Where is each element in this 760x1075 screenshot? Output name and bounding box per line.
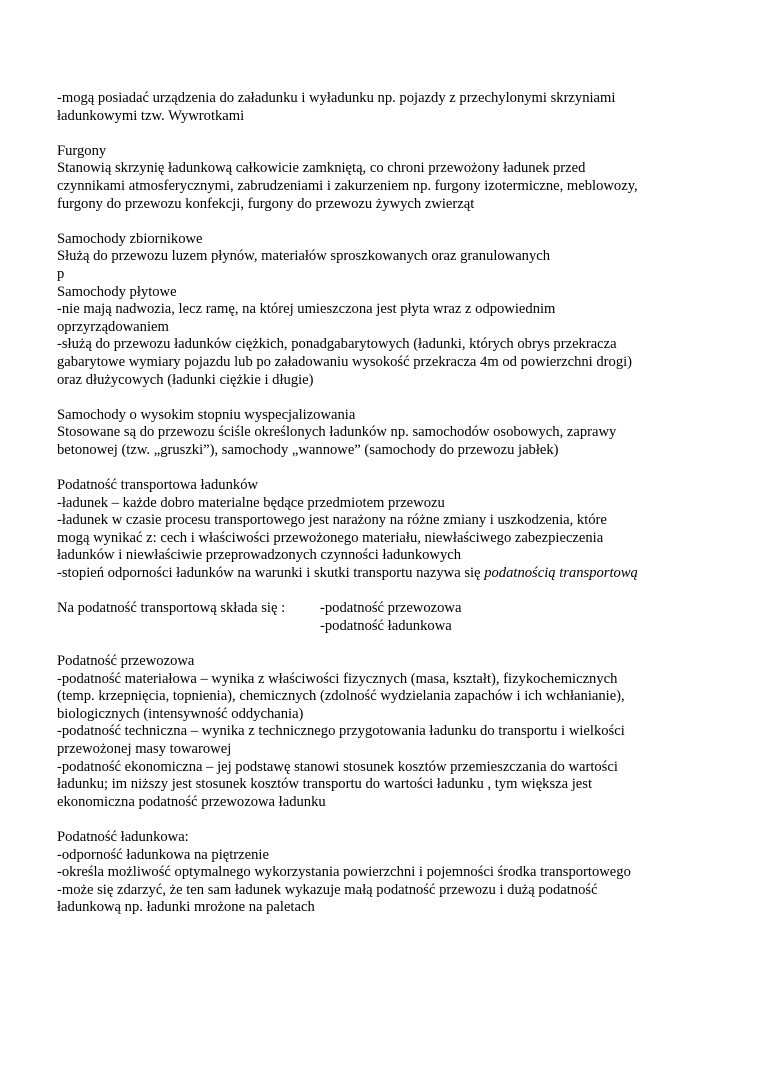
sklad-items — [320, 600, 461, 635]
section-heading: Samochody o wysokim stopniu wyspecjalizowania — [57, 406, 356, 423]
paragraph-gap — [57, 635, 747, 653]
text-line: Służą do przewozu luzem płynów, materiałów sproszkowanych oraz granulowanych — [57, 248, 551, 265]
section-heading: Furgony — [57, 142, 107, 159]
text-line: -służą do przewozu ładunków ciężkich, ponadgabarytowych (ładunki, których obrys przekracza — [57, 336, 617, 353]
text-line: ładunkowymi tzw. Wywrotkami — [57, 107, 245, 124]
text-line: -odporność ładunkowa na piętrzenie — [57, 846, 269, 863]
text-line: -podatność techniczna – wynika z technicznego przygotowania ładunku do transportu i wielkości — [57, 723, 625, 740]
section-heading: Podatność przewozowa — [57, 653, 195, 669]
sklad-label: Na podatność transportową składa się : — [57, 600, 286, 617]
text-line: p — [57, 265, 65, 282]
text-line: biologicznych (intensywność oddychania) — [57, 705, 304, 722]
section-przewozowa — [57, 653, 747, 811]
text-line: Stanowią skrzynię ładunkową całkowicie zamkniętą, co chroni przewożony ładunek przed — [57, 160, 586, 177]
text-line: (temp. krzepnięcia, topnienia), chemicznych (zdolność wydzielania zapachów i ich wchłanianie), — [57, 688, 625, 705]
text-line: Stosowane są do przewozu ściśle określonych ładunków np. samochodów osobowych, zaprawy — [57, 424, 617, 441]
text-line: -mogą posiadać urządzenia do załadunku i wyładunku np. pojazdy z przechylonymi skrzyniami — [57, 90, 616, 106]
text-line: betonowej (tzw. „gruszki”), samochody „wannowe” (samochody do przewozu jabłek) — [57, 441, 559, 458]
section-furgony — [57, 143, 747, 213]
text-line: -podatność materiałowa – wynika z właściwości fizycznych (masa, kształt), fizykochemicznych — [57, 670, 618, 687]
text-line: -ładunek w czasie procesu transportowego jest narażony na różne zmiany i uszkodzenia, które — [57, 512, 607, 529]
paragraph-gap — [57, 811, 747, 829]
section-wyspecjalizowane — [57, 407, 747, 460]
list-item: -podatność przewozowa — [320, 600, 462, 617]
document-page — [57, 90, 747, 917]
text-line: mogą wynikać z: cech i właściwości przewożonego materiału, niewłaściwego zabezpieczenia — [57, 529, 604, 546]
section-podatnosc-transportowa — [57, 477, 747, 583]
paragraph-gap — [57, 213, 747, 231]
text-line: -podatność ekonomiczna – jej podstawę stanowi stosunek kosztów przemieszczania do wartości — [57, 758, 618, 775]
section-heading: Samochody zbiornikowe — [57, 230, 203, 247]
section-heading: Samochody płytowe — [57, 283, 177, 300]
text-line: oprzyrządowaniem — [57, 318, 169, 335]
text-line: ekonomiczna podatność przewozowa ładunku — [57, 793, 326, 810]
text-line: gabarytowe wymiary pojazdu lub po załadowaniu wysokość przekracza 4m od powierzchni drogi) — [57, 353, 633, 370]
text-line: -ładunek – każde dobro materialne będące przedmiotem przewozu — [57, 494, 445, 511]
list-item: -podatność ładunkowa — [320, 617, 452, 634]
text-line: ładunku; im niższy jest stosunek kosztów transportu do wartości ładunku , tym większa jest — [57, 776, 593, 793]
section-ladunkowa — [57, 829, 747, 917]
text-span: -stopień odporności ładunków na warunki i skutki transportu nazywa się — [57, 565, 485, 582]
section-heading: Podatność transportowa ładunków — [57, 477, 259, 494]
text-line: furgony do przewozu konfekcji, furgony do przewozu żywych zwierząt — [57, 195, 475, 212]
italic-term: podatnością transportową — [484, 565, 638, 582]
text-line: -nie mają nadwozia, lecz ramę, na której umieszczona jest płyta wraz z odpowiednim — [57, 301, 556, 318]
paragraph-gap — [57, 125, 747, 143]
text-line: przewożonej masy towarowej — [57, 740, 232, 757]
paragraph-gap — [57, 389, 747, 407]
intro-paragraph — [57, 90, 747, 125]
text-line: -określa możliwość optymalnego wykorzystania powierzchni i pojemności środka transportowego — [57, 864, 631, 881]
paragraph-gap — [57, 459, 747, 477]
sklad-row — [57, 600, 747, 635]
paragraph-gap — [57, 583, 747, 601]
section-sklad — [57, 600, 747, 635]
section-zbiornikowe — [57, 231, 747, 284]
text-line: czynnikami atmosferycznymi, zabrudzeniami i zakurzeniem np. furgony izotermiczne, meblowozy, — [57, 177, 638, 194]
text-line: oraz dłużycowych (ładunki ciężkie i długie) — [57, 371, 314, 388]
text-line: -może się zdarzyć, że ten sam ładunek wykazuje małą podatność przewozu i dużą podatność — [57, 881, 598, 898]
text-line — [57, 565, 747, 583]
text-line: ładunkową np. ładunki mrożone na paletach — [57, 899, 315, 916]
section-heading: Podatność ładunkowa: — [57, 828, 189, 845]
text-line: ładunków i niewłaściwie przeprowadzonych czynności ładunkowych — [57, 547, 462, 564]
section-plytowe — [57, 284, 747, 390]
